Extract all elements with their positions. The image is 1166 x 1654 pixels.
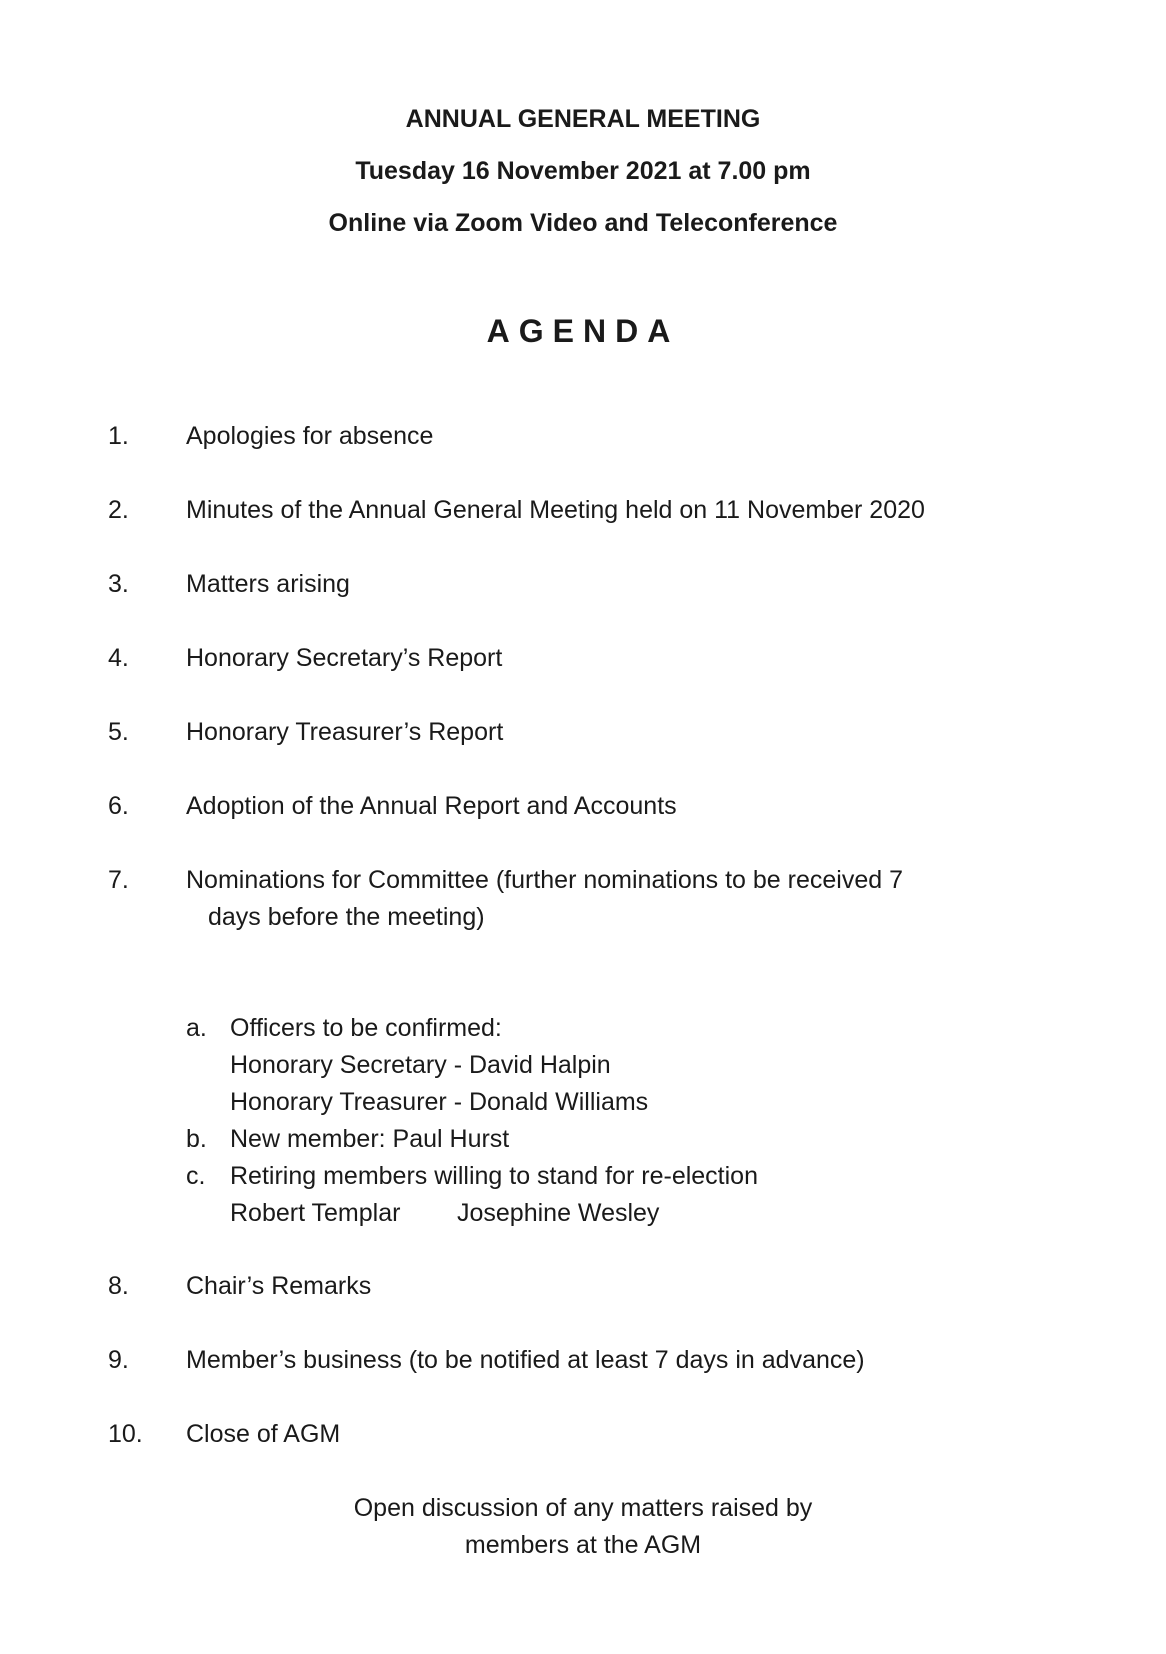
item-text: Minutes of the Annual General Meeting held on 11 November 2020	[186, 496, 925, 524]
item-number: 6.	[108, 792, 129, 820]
item-number: 3.	[108, 570, 129, 598]
item-number: 5.	[108, 718, 129, 746]
footer-note-line-1: Open discussion of any matters raised by	[353, 1494, 813, 1522]
item-text: Honorary Secretary’s Report	[186, 644, 503, 672]
subitem-letter: b.	[186, 1125, 207, 1153]
subitem-letter: c.	[186, 1162, 206, 1190]
item-text: Chair’s Remarks	[186, 1272, 372, 1300]
agenda-heading: AGENDA	[486, 313, 680, 349]
subitem-text: Retiring members willing to stand for re-election	[230, 1162, 758, 1190]
item-number: 8.	[108, 1272, 129, 1300]
item-text: Apologies for absence	[186, 422, 434, 450]
subitem-letter: a.	[186, 1014, 207, 1042]
meeting-venue: Online via Zoom Video and Teleconference	[328, 209, 838, 237]
item-number: 4.	[108, 644, 129, 672]
subitem-text: New member: Paul Hurst	[230, 1125, 510, 1153]
item-text: Adoption of the Annual Report and Accounts	[186, 792, 677, 820]
retiring-member-1: Robert Templar	[230, 1199, 401, 1227]
item-text: Close of AGM	[186, 1420, 341, 1448]
item-number: 7.	[108, 866, 129, 894]
officer-secretary: Honorary Secretary - David Halpin	[230, 1051, 611, 1079]
meeting-title: ANNUAL GENERAL MEETING	[405, 105, 761, 133]
item-text: Honorary Treasurer’s Report	[186, 718, 504, 746]
item-number: 10.	[108, 1420, 143, 1448]
item-text: Member’s business (to be notified at least 7 days in advance)	[186, 1346, 865, 1374]
item-number: 9.	[108, 1346, 129, 1374]
item-text: Matters arising	[186, 570, 350, 598]
officer-treasurer: Honorary Treasurer - Donald Williams	[230, 1088, 649, 1116]
item-text-continuation: days before the meeting)	[208, 903, 485, 931]
footer-note-line-2: members at the AGM	[464, 1531, 702, 1559]
item-number: 2.	[108, 496, 129, 524]
retiring-member-2: Josephine Wesley	[457, 1199, 660, 1227]
item-text: Nominations for Committee (further nominations to be received 7	[186, 866, 903, 894]
meeting-datetime: Tuesday 16 November 2021 at 7.00 pm	[355, 157, 811, 185]
subitem-text: Officers to be confirmed:	[230, 1014, 502, 1042]
item-number: 1.	[108, 422, 129, 450]
